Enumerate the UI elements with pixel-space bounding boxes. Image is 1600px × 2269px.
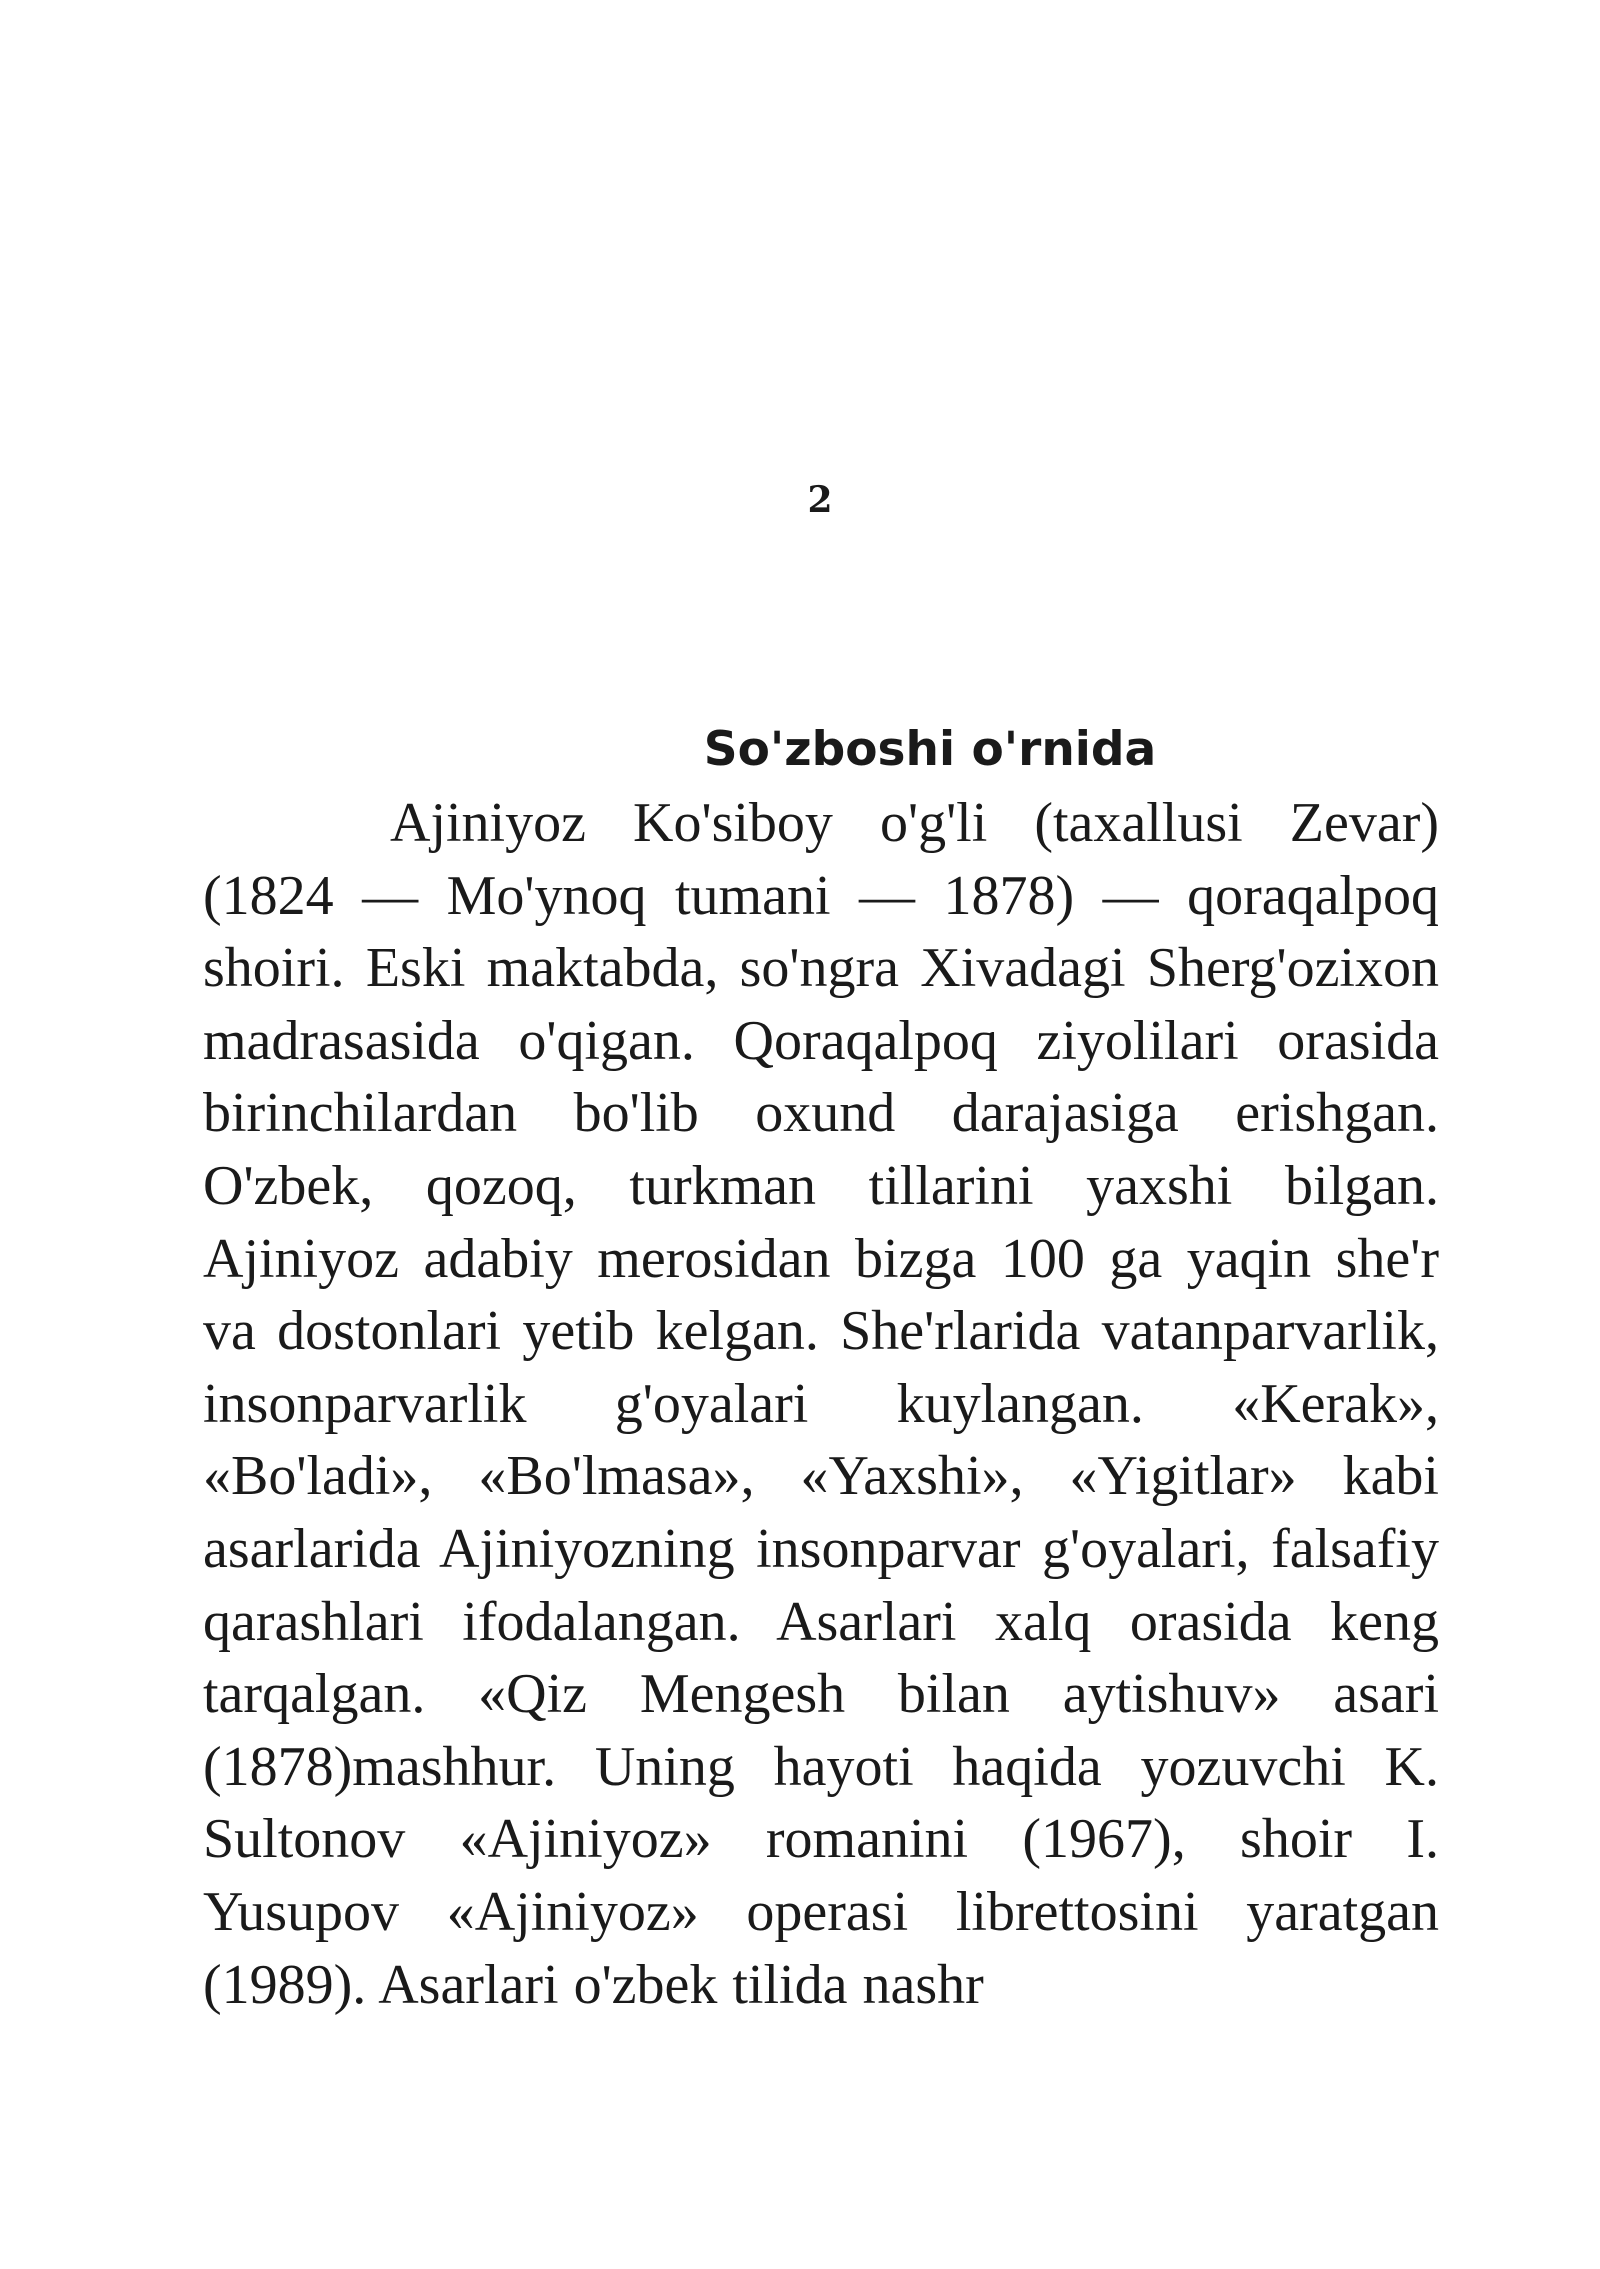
page-number: 2: [807, 479, 833, 521]
body-paragraph: Ajiniyoz Ko'siboy o'g'li (taxallusi Zevar) (1824 — Mo'ynoq tumani — 1878) — qoraqalpoq shoiri. Eski maktabda, so'ngra Xivadagi Sherg'ozixon madrasasida o'qigan. Qoraqalpoq ziyolilari orasida birinchilardan bo'lib oxund darajasiga erishgan. O'zbek, qozoq, turkman tillarini yaxshi bilgan. Ajiniyoz adabiy merosidan bizga 100 ga yaqin she'r va dostonlari yetib kelgan. She'rlarida vatanparvarlik, insonparvarlik g'oyalari kuylangan. «Kerak», «Bo'ladi», «Bo'lmasa», «Yaxshi», «Yigitlar» kabi asarlarida Ajiniyozning insonparvar g'oyalari, falsafiy qarashlari ifodalangan. Asarlari xalq orasida keng tarqalgan. «Qiz Mengesh bilan aytishuv» asari (1878)mashhur. Uning hayoti haqida yozuvchi K. Sultonov «Ajiniyoz» romanini (1967), shoir I. Yusupov «Ajiniyoz» operasi librettosini yaratgan (1989). Asarlari o'zbek tilida nashr: [203, 792, 1439, 2016]
section-heading: So'zboshi o'rnida: [703, 722, 1157, 777]
